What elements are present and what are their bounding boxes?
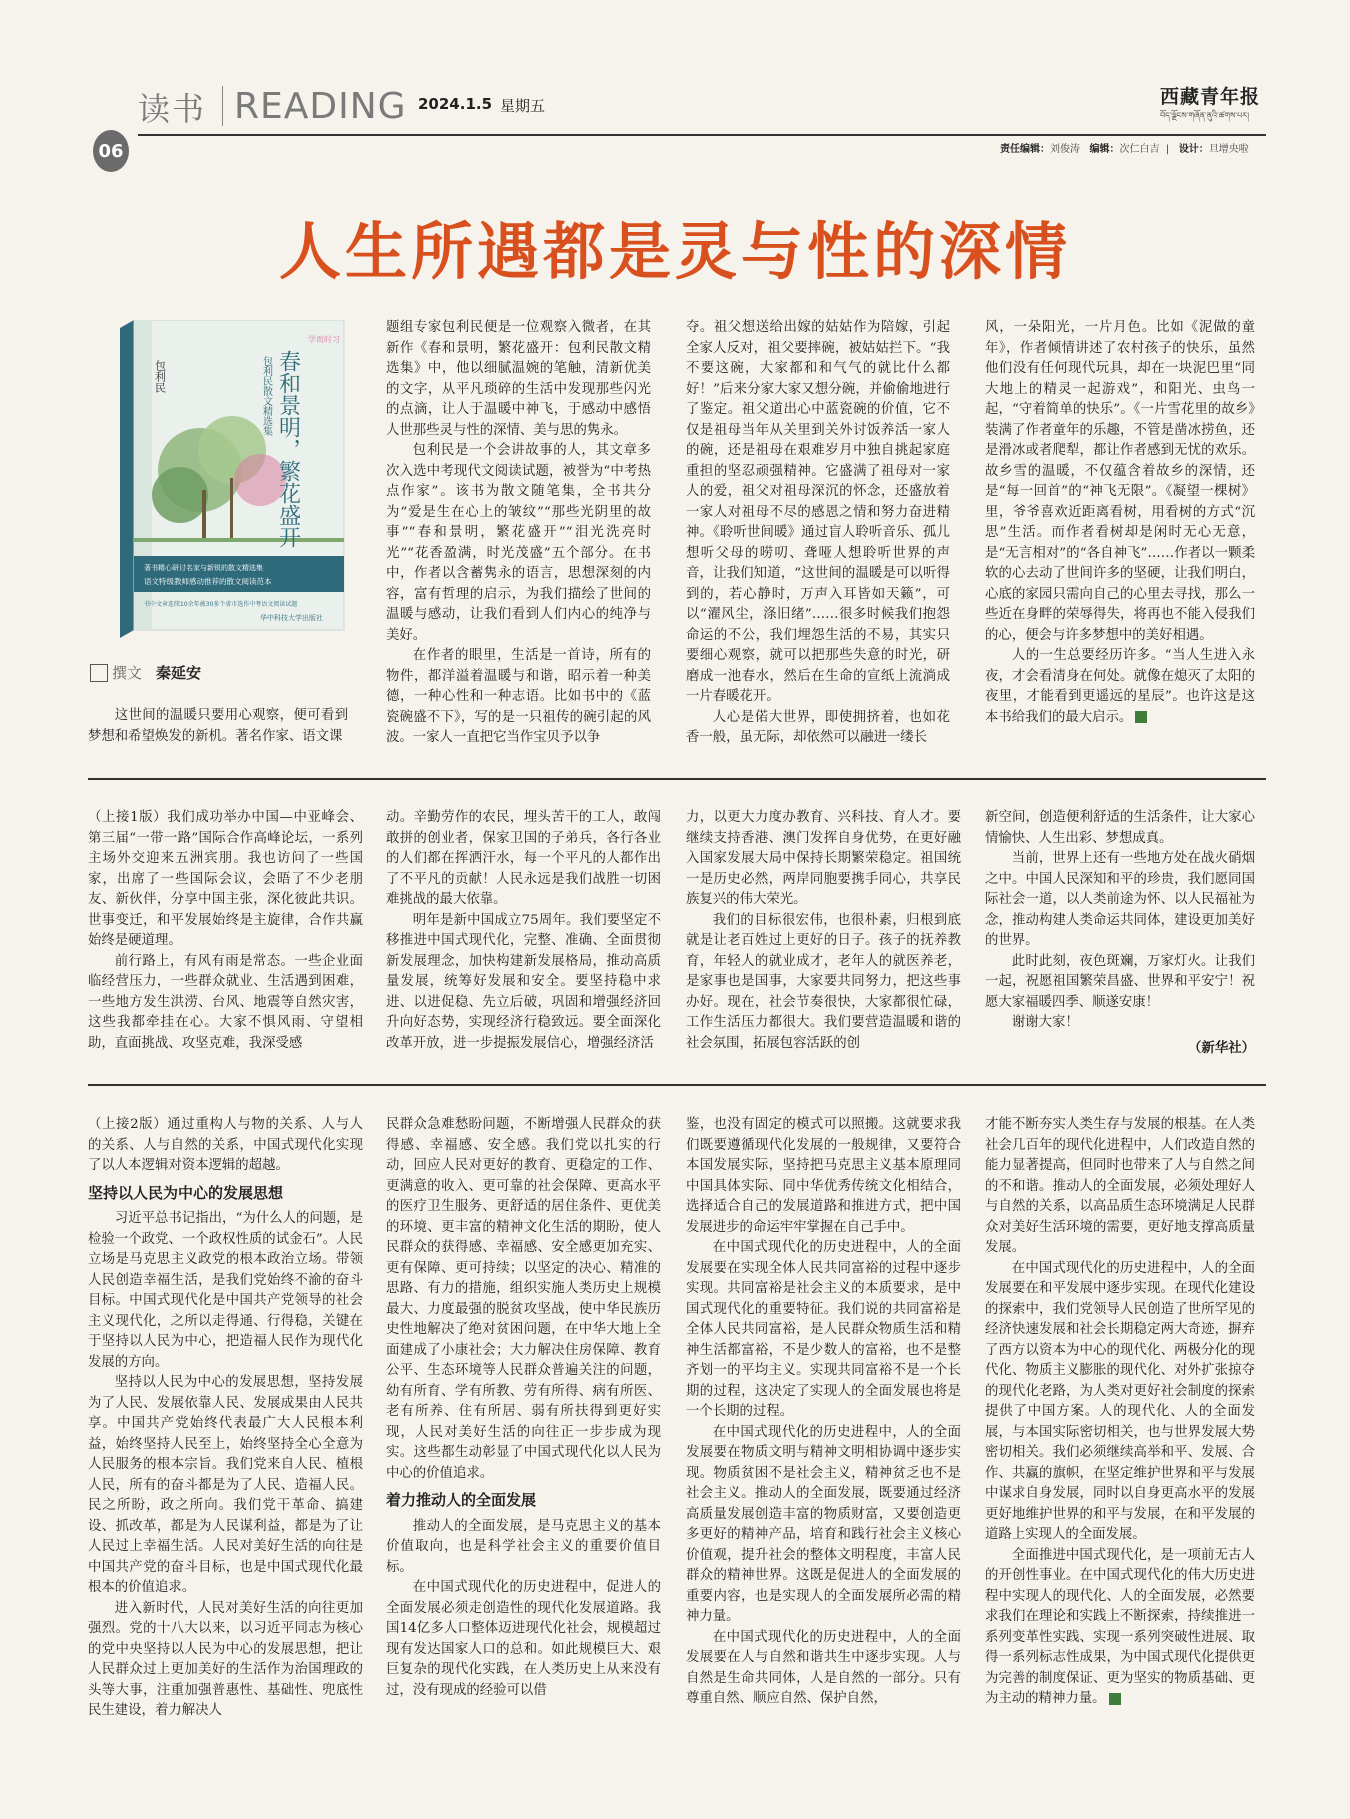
article3-col4: [985, 1115, 1255, 1805]
paragraph: 民群众急难愁盼问题，不断增强人民群众的获得感、幸福感、安全感。我们党以扎实的行动，回应人民对更好的教育、更稳定的工作、更满意的收入、更可靠的社会保障、更高水平的医疗卫生服务、更舒适的居住条件、更优美的环境、更丰富的精神文化生活的期盼，使人民群众的获得感、幸福感、安全感更加充实、更有保障、更可持续；以坚定的决心、精准的思路、有力的措施，组织实施人类历史上规模最大、力度最强的脱贫攻坚战，使中华民族历史性地解决了绝对贫困问题，在中华大地上全面建成了小康社会；大力解决住房保障、教育公平、生态环境等人民群众普遍关注的问题，幼有所育、学有所教、劳有所得、病有所医、老有所养、住有所居、弱有所扶得到更好实现，人民对美好生活的向往正一步步成为现实。这些都生动彰显了中国式现代化以人民为中心的价值追求。: [386, 1117, 661, 1481]
editor2-name: 次仁白吉: [1119, 144, 1160, 155]
section-separator: [88, 1084, 1266, 1086]
article-end-icon: [1109, 1693, 1121, 1705]
paragraph: 风，一朵阳光，一片月色。比如《泥做的童年》，作者倾情讲述了农村孩子的快乐，虽然他们没有任何现代玩具，却在一块泥巴里“同大地上的精灵一起游戏”，和阳光、虫鸟一起，“守着简单的快乐”。《一片雪花里的故乡》装满了作者童年的乐趣，不管是凿冰捞鱼，还是滑冰或者爬犁，都让作者感到无忧的欢乐。故乡雪的温暖，不仅蕴含着故乡的深情，还是“每一回首”的“神飞无限”。《凝望一棵树》里，爷爷喜欢近距离看树，用看树的方式“沉思”生活。而作者看树却是闲时无心无意，是“无言相对”的“各自神飞”……作者以一颗柔软的心去动了世间许多的坚硬，让我们明白，心底的家园只需向自己的心里去寻找，那么一些近在身畔的荣辱得失，将再也不能入侵我们的心，便会与许多梦想中的美好相遇。: [985, 320, 1255, 643]
paragraph: 此时此刻，夜色斑斓，万家灯火。让我们一起，祝愿祖国繁荣昌盛、世界和平安宁！祝愿大家福暖四季、顺遂安康！: [985, 953, 1255, 1010]
paragraph: 动。辛勤劳作的农民，埋头苦干的工人，敢闯敢拼的创业者，保家卫国的子弟兵，各行各业的人们都在挥洒汗水，每一个平凡的人都作出了不平凡的贡献！人民永远是我们战胜一切困难挑战的最大依靠。: [386, 810, 661, 907]
byline-author: 秦延安: [156, 664, 202, 682]
paragraph: 新空间，创造便利舒适的生活条件，让大家心情愉快、人生出彩、梦想成真。: [985, 810, 1255, 846]
paragraph: 进入新时代，人民对美好生活的向往更加强烈。党的十八大以来，以习近平同志为核心的党中央坚持以人民为中心的发展思想，把让人民群众过上更加美好的生活作为治国理政的头等大事，注重加强普惠性、基础性、兜底性民生建设，着力解决人: [88, 1600, 363, 1718]
paragraph: [985, 1546, 1255, 1710]
paragraph-text: 人的一生总要经历许多。“当人生进入永夜，才会看清身在何处。就像在熄灭了太阳的夜里，才能看到更遥远的星辰”。也许这是这本书给我们的最大启示。: [985, 648, 1255, 725]
article-title: 人生所遇都是灵与性的深情: [278, 215, 1071, 288]
paragraph: 我们的目标很宏伟，也很朴素，归根到底就是让老百姓过上更好的日子。孩子的抚养教育，年轻人的就业成才，老年人的就医养老，是家事也是国事，大家要共同努力，把这些事办好。现在，社会节奏很快，大家都很忙碌，工作生活压力都很大。我们要营造温暖和谐的社会氛围，拓展包容活跃的创: [686, 912, 961, 1051]
paragraph: 在中国式现代化的历史进程中，人的全面发展要在物质文明与精神文明相协调中逐步实现。物质贫困不是社会主义，精神贫乏也不是社会主义。推动人的全面发展，既要通过经济高质量发展创造丰富的物质财富，又要创造更多更好的精神产品，培育和践行社会主义核心价值观，提升社会的整体文明程度，丰富人民群众的精神世界。这既是促进人的全面发展的重要内容，也是实现人的全面发展所必需的精神力量。: [686, 1424, 961, 1624]
section-separator: [88, 778, 1266, 780]
paragraph: 坚持以人民为中心的发展思想，坚持发展为了人民、发展依靠人民、发展成果由人民共享。中国共产党始终代表最广大人民根本利益，始终坚持人民至上，始终坚持全心全意为人民服务的根本宗旨。我们党来自人民、植根人民，所有的奋斗都是为了人民、造福人民。民之所盼，政之所向。我们党干革命、搞建设、抓改革，都是为人民谋利益，都是为了让人民过上幸福生活。人民对美好生活的向往是中国共产党的奋斗目标，也是中国式现代化最根本的价值追求。: [88, 1375, 363, 1595]
article1-col2: [386, 318, 651, 754]
article-source: （新华社）: [1188, 1039, 1255, 1056]
paragraph: 人心是偌大世界，即使拥挤着，也如花香一般，虽无际，却依然可以融进一缕长: [686, 709, 950, 745]
design-label: 设计：: [1178, 144, 1209, 155]
book-cover-image: [120, 320, 348, 638]
section-name-en: READING: [234, 86, 407, 127]
book-blurb-3: 书中文章连续10余年被30多个省市选作中考语文阅读试题: [144, 601, 298, 608]
paragraph: 在中国式现代化的历史进程中，人的全面发展要在实现全体人民共同富裕的过程中逐步实现。共同富裕是社会主义的本质要求，是中国式现代化的重要特征。我们说的共同富裕是全体人民共同富裕，是人民群众物质生活和精神生活都富裕，不是少数人的富裕，也不是整齐划一的平均主义。实现共同富裕不是一个长期的过程，这决定了实现人的全面发展也将是一个长期的过程。: [686, 1240, 961, 1419]
editor-label: 责任编辑：: [1000, 144, 1050, 155]
paragraph: 当前，世界上还有一些地方处在战火硝烟之中。中国人民深知和平的珍贵，我们愿同国际社会一道，以人类前途为怀、以人民福祉为念，推动构建人类命运共同体，建设更加美好的世界。: [985, 851, 1255, 948]
paragraph: 在中国式现代化的历史进程中，人的全面发展要在和平发展中逐步实现。在现代化建设的探索中，我们党领导人民创造了世所罕见的经济快速发展和社会长期稳定两大奇迹，摒弃了西方以资本为中心的现代化、两极分化的现代化、物质主义膨胀的现代化、对外扩张掠夺的现代化老路，为人类对更好社会制度的探索提供了中国方案。人的现代化、人的全面发展，与本国实际密切相关，也与世界发展大势密切相关。我们必须继续高举和平、发展、合作、共赢的旗帜，在坚定维护世界和平与发展中谋求自身发展，同时以自身更高水平的发展更好地维护世界的和平与发展，在和平发展的道路上实现人的全面发展。: [985, 1260, 1255, 1542]
editor2-label: 编辑：: [1089, 144, 1120, 155]
paragraph: 夺。祖父想送给出嫁的姑姑作为陪嫁，引起全家人反对，祖父要摔碗，被姑姑拦下。“我不要这碗，大家都和和气气的就比什么都好！”后来分家大家又想分碗，并偷偷地进行了鉴定。祖父道出心中蓝瓷碗的价值，它不仅是祖母当年从关里到关外讨饭养活一家人的碗，还是祖母在艰难岁月中独自挑起家庭重担的坚忍顽强精神。它盛满了祖母对一家人的爱，祖父对祖母深沉的怀念，还盛放着一家人对祖母不尽的感恩之情和努力奋进精神。《聆听世间暖》通过盲人聆听音乐、孤儿想听父母的唠叨、聋哑人想聆听世界的声音，让我们知道，“这世间的温暖是可以听得到的，若心静时，万声入耳皆如天籁”，可以“濯风尘，涤旧绪”……很多时候我们抱怨命运的不公，我们埋怨生活的不易，其实只要细心观察，就可以把那些失意的时光，研磨成一池春水，然后在生命的宣纸上流淌成一片春暖花开。: [686, 320, 950, 704]
book-blurb-1: 著书精心研讨名家与新锐的散文精选集: [144, 564, 263, 572]
editor-name: 刘俊涛: [1050, 144, 1080, 155]
article3-col3: [686, 1115, 961, 1805]
paragraph: 题组专家包利民便是一位观察入微者，在其新作《春和景明，繁花盛开：包利民散文精选集》中，他以细腻温婉的笔触，清新优美的文字，从平凡琐碎的生活中发现那些闪光的点滴，让人于温暖中神飞，于感动中感悟人世那些灵与性的深情、美与思的隽永。: [386, 320, 651, 438]
subheading: 坚持以人民为中心的发展思想: [88, 1183, 284, 1202]
paragraph: 力，以更大力度办教育、兴科技、育人才。要继续支持香港、澳门发挥自身优势，在更好融入国家发展大局中保持长期繁荣稳定。祖国统一是历史必然，两岸同胞要携手同心，共享民族复兴的伟大荣光。: [686, 810, 961, 907]
article-end-icon: [1135, 711, 1147, 723]
paragraph: （上接1版）我们成功举办中国—中亚峰会、第三届“一带一路”国际合作高峰论坛，一系列主场外交迎来五洲宾朋。我也访问了一些国家，出席了一些国际会议，会晤了不少老朋友、新伙伴，分享中国主张，深化彼此共识。世事变迁，和平发展始终是主旋律，合作共赢始终是硬道理。: [88, 810, 363, 948]
paragraph: （上接2版）通过重构人与物的关系、人与人的关系、人与自然的关系，中国式现代化实现了以人本逻辑对资本逻辑的超越。: [88, 1117, 363, 1173]
paragraph: 前行路上，有风有雨是常态。一些企业面临经营压力，一些群众就业、生活遇到困难，一些地方发生洪涝、台风、地震等自然灾害，这些我都牵挂在心。大家不惧风雨、守望相助，直面挑战、攻坚克难，我深受感: [88, 953, 363, 1051]
article1-col4: [985, 318, 1255, 754]
article2-col1: [88, 808, 363, 1062]
book-title: 春和景明，繁花盛开: [275, 350, 301, 548]
article2-col2: [386, 808, 661, 1062]
newspaper-logo-tibetan: བོད་ལྗོངས་གཞོན་ནུའི་ཚགས་པར།: [1160, 111, 1249, 120]
header-rule: [138, 134, 1266, 136]
book-subtitle: 包利民散文精选集: [260, 356, 272, 436]
book-series: 学而时习: [308, 335, 340, 344]
issue-date: 2024.1.5: [418, 95, 493, 113]
book-blurb-2: 语文特级教师感动推荐的散文阅读范本: [144, 577, 272, 586]
article3-col2: [386, 1115, 661, 1805]
page-number-badge: 06: [93, 130, 129, 172]
paragraph: 这世间的温暖只要用心观察，便可看到梦想和希望焕发的新机。著名作家、语文课: [88, 708, 348, 744]
paragraph: 鉴，也没有固定的模式可以照搬。这就要求我们既要遵循现代化发展的一般规律，又要符合本国发展实际，坚持把马克思主义基本原理同中国具体实际、同中华优秀传统文化相结合，选择适合自己的发展道路和推进方式，把中国发展进步的命运牢牢掌握在自己手中。: [686, 1117, 961, 1235]
article1-col1: [88, 706, 348, 750]
book-author: 包利民: [153, 360, 167, 393]
paragraph: 在中国式现代化的历史进程中，人的全面发展要在人与自然和谐共生中逐步实现。人与自然是生命共同体，人是自然的一部分。只有尊重自然、顺应自然、保护自然，: [686, 1629, 961, 1706]
byline-label: 撰文: [112, 664, 143, 682]
article1-col3: [686, 318, 950, 754]
paragraph: 明年是新中国成立75周年。我们要坚定不移推进中国式现代化，完整、准确、全面贯彻新发展理念，加快构建新发展格局，推动高质量发展，统筹好发展和安全。要坚持稳中求进、以进促稳、先立后破，巩固和增强经济回升向好态势，实现经济行稳致远。要全面深化改革开放，进一步提振发展信心，增强经济活: [386, 912, 661, 1051]
paragraph: 在作者的眼里，生活是一首诗，所有的物件，都洋溢着温暖与和谐，昭示着一种美德，一种心性和一种志语。比如书中的《蓝瓷碗盛不下》，写的是一只祖传的碗引起的风波。一家人一直把它当作宝贝予以争: [386, 648, 651, 745]
designer-name: 旦增央啦: [1208, 144, 1249, 155]
paragraph: 习近平总书记指出，“为什么人的问题，是检验一个政党、一个政权性质的试金石”。人民立场是马克思主义政党的根本政治立场。带领人民创造幸福生活，是我们党始终不渝的奋斗目标。中国式现代化是中国共产党领导的社会主义现代化，之所以走得通、行得稳，关键在于坚持以人民为中心，把造福人民作为现代化发展的方向。: [88, 1211, 363, 1370]
article3-col1: [88, 1115, 363, 1805]
article2-col3: [686, 808, 961, 1062]
editor-credits: 责任编辑：刘俊涛 编辑：次仁白吉 | 设计：旦增央啦: [1000, 144, 1249, 155]
header-divider: [222, 86, 223, 126]
section-name-cn: 读书: [138, 90, 207, 128]
paragraph: [985, 646, 1255, 728]
article2-col4: [985, 808, 1255, 1062]
byline-pen-icon: [90, 664, 108, 682]
book-publisher: 华中科技大学出版社: [260, 614, 323, 622]
paragraph: 谢谢大家！: [1011, 1015, 1079, 1030]
newspaper-logo: 西藏青年报: [1160, 86, 1261, 108]
paragraph: 在中国式现代化的历史进程中，促进人的全面发展必须走创造性的现代化发展道路。我国14亿多人口整体迈进现代化社会，规模超过现有发达国家人口的总和。如此规模巨大、艰巨复杂的现代化实践，在人类历史上从来没有过，没有现成的经验可以借: [386, 1580, 661, 1698]
subheading: 着力推动人的全面发展: [386, 1491, 537, 1509]
paragraph: 推动人的全面发展，是马克思主义的基本价值取向，也是科学社会主义的重要价值目标。: [386, 1518, 661, 1575]
paragraph: 包利民是一个会讲故事的人，其文章多次入选中考现代文阅读试题，被誉为“中考热点作家”。该书为散文随笔集，全书共分为“爱是生在心上的皱纹”“那些光阴里的故事”“春和景明，繁花盛开”“泪光洗亮时光”“花香盈满，时光茂盛”五个部分。在书中，作者以含蓄隽永的语言，思想深刻的内容，富有哲理的启示，为我们描绘了世间的温暖与感动，让我们看到人们内心的纯净与美好。: [386, 443, 651, 643]
paragraph: 才能不断夯实人类生存与发展的根基。在人类社会几百年的现代化进程中，人们改造自然的能力显著提高，但同时也带来了人与自然之间的不和谐。推动人的全面发展，必须处理好人与自然的关系，以高品质生态环境满足人民群众对美好生活环境的需要，更好地支撑高质量发展。: [985, 1117, 1255, 1255]
issue-weekday: 星期五: [500, 97, 546, 115]
paragraph-text: 全面推进中国式现代化，是一项前无古人的开创性事业。在中国式现代化的伟大历史进程中实现人的现代化、人的全面发展，必然要求我们在理论和实践上不断探索，持续推进一系列变革性实践、实现一系列突破性进展、取得一系列标志性成果，为中国式现代化提供更为完善的制度保证、更为坚实的物质基础、更为主动的精神力量。: [985, 1547, 1255, 1706]
